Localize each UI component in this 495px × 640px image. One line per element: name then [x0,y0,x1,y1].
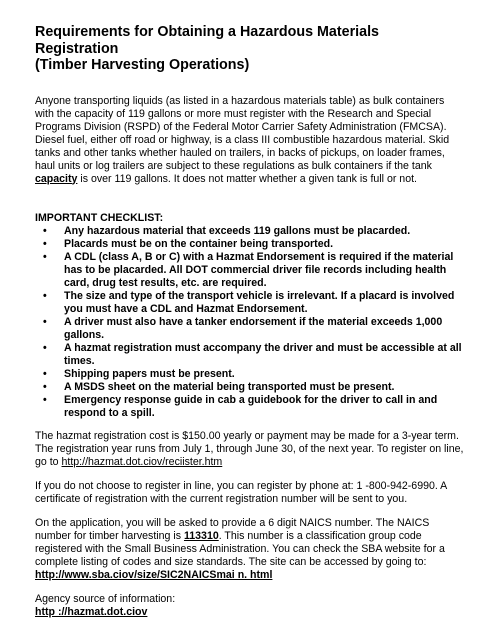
cost-text: The hazmat registration cost is $150.00 yearly or payment may be made for a 3-year term. The registration year runs from July 1, through June 30, of the next year. To register on line, go to [35,429,464,468]
checklist-item-text: A CDL (class A, B or C) with a Hazmat Endorsement is required if the material has to be placarded. All DOT commercial driver file records including health card, drug test results, etc. are required. [64,250,454,289]
checklist-item-text: A MSDS sheet on the material being transported must be present. [64,380,395,393]
intro-text-before: Anyone transporting liquids (as listed in a hazardous materials table) as bulk containers with the capacity of 119 gallons or more must register with the Research and Special Programs Division (RSPD) of the Federal Motor Carrier Safety Administration (FMCSA). Diesel fuel, either off road or highway, is a class III combustible hazardous material. Skid tanks and other tanks whether hauled on trailers, in backs of pickups, on loader frames, haul units or log trailers are subject to these regulations as bulk containers if the tank [35,94,450,172]
naics-text-before: On the application, you will be asked to provide a 6 digit NAICS number. The NAICS number for timber harvesting is [35,516,430,542]
naics-paragraph [35,517,465,582]
naics-text-after: . This number is a classification group code registered with the Small Business Administration. You can check the SBA website for a complete listing of codes and size standards. The site can be accessed by going to: [35,529,445,568]
checklist-item [35,381,465,394]
bullet-icon: • [43,237,47,250]
checklist-item-text: Placards must be on the container being transported. [64,237,334,250]
checklist-item-text: Shipping papers must be present. [64,367,235,380]
naics-number: 113310 [183,529,219,542]
checklist-item-text: A hazmat registration must accompany the driver and must be accessible at all times. [64,341,462,367]
checklist [35,225,465,420]
checklist-item [35,290,465,316]
intro-paragraph [35,95,465,186]
checklist-item [35,316,465,342]
checklist-item [35,238,465,251]
source-label: Agency source of information: [35,592,176,605]
checklist-item-text: The size and type of the transport vehicle is irrelevant. If a placard is involved you must have a CDL and Hazmat Endorsement. [64,289,455,315]
title-line-1: Requirements for Obtaining a Hazardous Materials Registration [35,24,379,57]
source-paragraph [35,593,465,619]
bullet-icon: • [43,224,47,237]
checklist-item-text: A driver must also have a tanker endorsement if the material exceeds 1,000 gallons. [64,315,443,341]
page-title [35,24,465,74]
checklist-item-text: Any hazardous material that exceeds 119 gallons must be placarded. [64,224,411,237]
registration-link[interactable]: http://hazmat.dot.ciov/reciister.htm [61,455,223,468]
bullet-icon: • [43,315,47,328]
checklist-item [35,394,465,420]
bullet-icon: • [43,341,47,354]
bullet-icon: • [43,380,47,393]
intro-text-after: is over 119 gallons. It does not matter whether a given tank is full or not. [77,172,417,185]
bullet-icon: • [43,367,47,380]
bullet-icon: • [43,289,47,302]
phone-paragraph: If you do not choose to register in line, you can register by phone at: 1 -800-942-6990. A certificate of registration with the current registration number will be sent to you. [35,479,447,505]
checklist-item [35,225,465,238]
document-page [35,24,465,619]
checklist-heading: IMPORTANT CHECKLIST: [35,211,164,224]
bullet-icon: • [43,250,47,263]
sba-link[interactable]: http://www.sba.ciov/size/SIC2NAICSmai n. html [35,568,273,581]
source-link[interactable]: http ://hazmat.dot.ciov [35,605,148,618]
checklist-item [35,342,465,368]
checklist-item-text: Emergency response guide in cab a guidebook for the driver to call in and respond to a spill. [64,393,438,419]
cost-paragraph [35,430,465,469]
checklist-item [35,251,465,290]
bullet-icon: • [43,393,47,406]
capacity-word: capacity [35,172,78,185]
checklist-item [35,368,465,381]
title-line-2: (Timber Harvesting Operations) [35,57,250,73]
